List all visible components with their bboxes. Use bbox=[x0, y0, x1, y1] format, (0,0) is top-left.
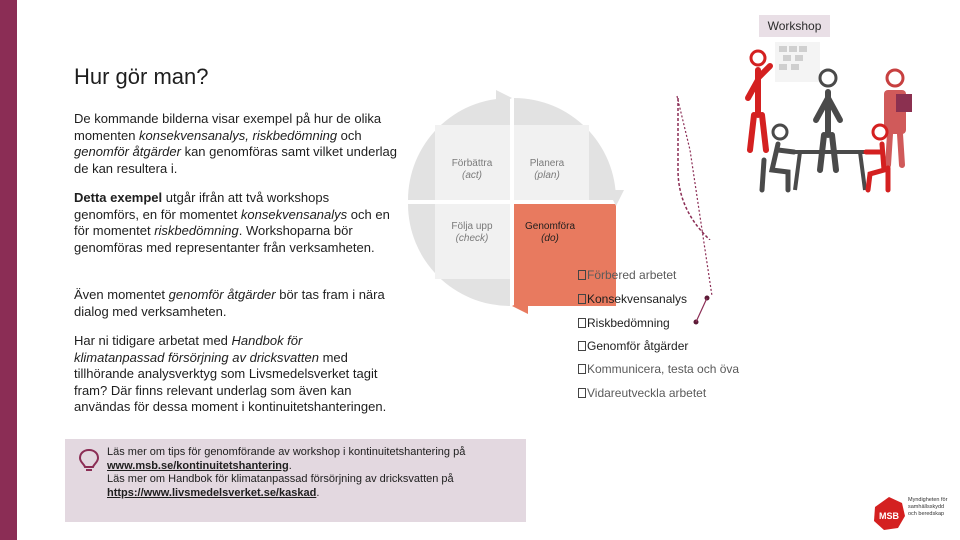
checkbox-icon bbox=[578, 388, 586, 398]
measures-paragraph: Även momentet genomför åtgärder bör tas fram i nära dialog med verksamheten. bbox=[74, 287, 385, 319]
connector-dot-konsekvensanalys bbox=[705, 296, 710, 301]
workflow-item: Förbered arbetet bbox=[578, 268, 676, 282]
workshop-badge: Workshop bbox=[759, 15, 830, 37]
workflow-item: Riskbedömning bbox=[578, 316, 670, 330]
checkbox-icon bbox=[578, 294, 586, 304]
table-icon bbox=[790, 152, 870, 190]
workflow-item: Vidareutveckla arbetet bbox=[578, 386, 706, 400]
connector-line-riskbedomning bbox=[696, 298, 707, 322]
person-seated-right-icon bbox=[866, 125, 888, 190]
checkbox-icon bbox=[578, 318, 586, 328]
workflow-item: Kommunicera, testa och öva bbox=[578, 362, 739, 376]
cycle-label-do: Genomföra bbox=[524, 221, 576, 232]
checkbox-icon bbox=[578, 341, 586, 351]
page-title: Hur gör man? bbox=[74, 64, 209, 89]
info-text: Läs mer om tips för genomförande av workshop i kontinuitetshantering på www.msb.se/kontinuitetshantering. Läs mer om Handbok för klimatanpassad försörjning av dricksvatten på https://www.livsmedelsverket.se/kaskad. bbox=[107, 446, 466, 499]
cycle-sub-act: (act) bbox=[462, 170, 482, 181]
workflow-item: Genomför åtgärder bbox=[578, 339, 688, 353]
handbook-paragraph: Har ni tidigare arbetat med Handbok för klimatanpassad försörjning av dricksvatten med tillhörande analysverktyg som Livsmedelsverket tagit fram? Där finns relevant underlag som även kan användas för dessa moment i kontinuitetshanteringen. bbox=[74, 333, 387, 415]
intro-paragraph: De kommande bilderna visar exempel på hur de olika momenten konsekvensanalys, riskbedömning och genomför åtgärder kan genomföras samt vilket underlag de kan resultera i. bbox=[74, 111, 398, 176]
msb-link[interactable]: www.msb.se/kontinuitetshantering bbox=[107, 459, 289, 472]
cycle-label-check: Följa upp bbox=[451, 221, 493, 232]
checkbox-icon bbox=[578, 364, 586, 374]
msb-logo-text: Myndigheten för samhällsskydd och beredskap bbox=[908, 497, 948, 517]
cycle-label-act: Förbättra bbox=[451, 158, 493, 169]
connector-dot-riskbedomning bbox=[694, 320, 699, 325]
cycle-sub-plan: (plan) bbox=[534, 170, 560, 181]
left-accent-bar bbox=[0, 0, 17, 540]
workshop-illustration bbox=[670, 40, 940, 240]
lightbulb-icon bbox=[78, 448, 100, 474]
connector-line bbox=[678, 98, 710, 240]
checkbox-icon bbox=[578, 270, 586, 280]
person-with-board-icon bbox=[884, 70, 912, 165]
example-paragraph: Detta exempel utgår ifrån att två workshops genomförs, en för momentet konsekvensanalys och en för momentet riskbedömning. Workshoparna bör genomföras med representanter från verksamheten. bbox=[74, 190, 390, 255]
svg-text:MSB: MSB bbox=[879, 511, 899, 521]
workflow-item: Konsekvensanalys bbox=[578, 292, 687, 306]
livsmedelsverket-link[interactable]: https://www.livsmedelsverket.se/kaskad bbox=[107, 486, 317, 499]
person-standing-gray-icon bbox=[816, 70, 840, 170]
pdca-cycle-diagram bbox=[400, 80, 630, 320]
cycle-label-plan: Planera bbox=[529, 158, 565, 169]
cycle-sub-do: (do) bbox=[541, 233, 559, 244]
person-writing-icon bbox=[748, 51, 770, 150]
cycle-sub-check: (check) bbox=[455, 233, 489, 244]
